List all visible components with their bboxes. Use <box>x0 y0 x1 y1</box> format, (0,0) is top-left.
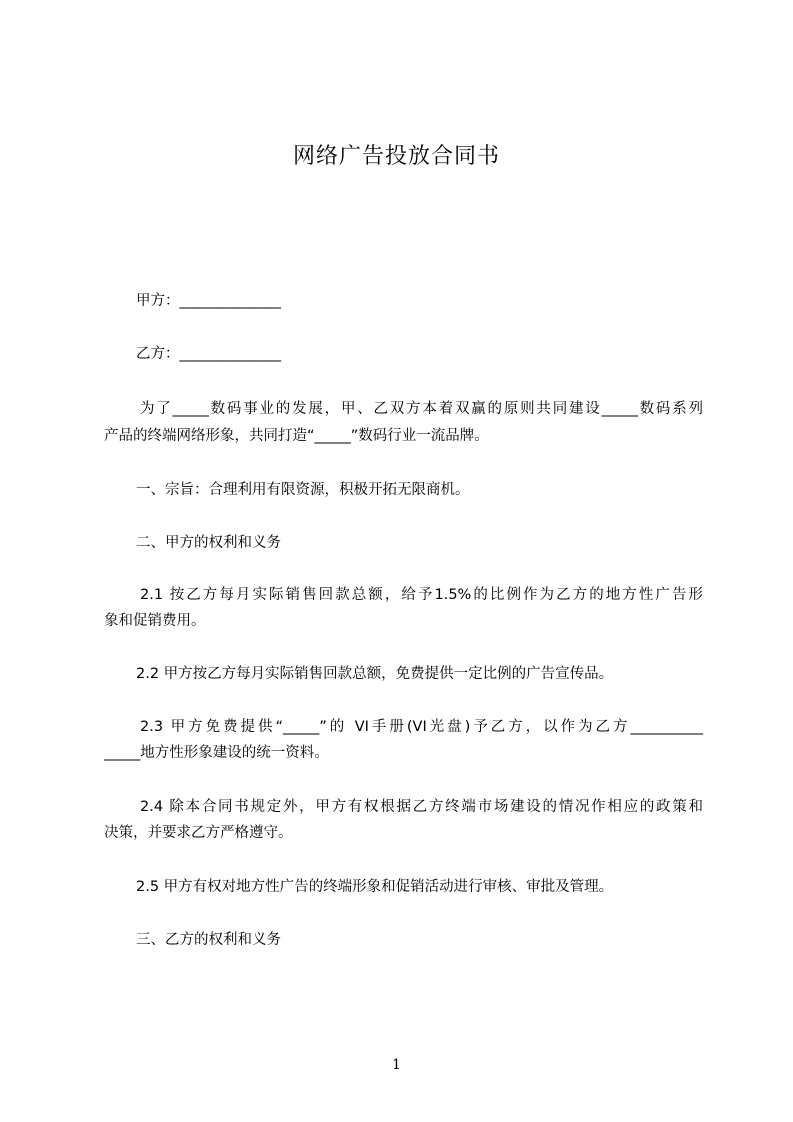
page-number: 1 <box>392 1057 401 1073</box>
clause-2-2: 2.2 甲方按乙方每月实际销售回款总额，免费提供一定比例的广告宣传品。 <box>136 666 614 682</box>
clause-2-4-line-2: 决策，并要求乙方严格遵守。 <box>104 825 293 841</box>
clause-2-1-line-1: 2.1 按乙方每月实际销售回款总额，给予1.5%的比例作为乙方的地方性广告形 <box>140 587 703 603</box>
intro-paragraph-line-2: 产品的终端网络形象，共同打造“_____”数码行业一流品牌。 <box>104 428 489 444</box>
clause-2-4-line-1: 2.4 除本合同书规定外，甲方有权根据乙方终端市场建设的情况作相应的政策和 <box>140 799 703 815</box>
intro-paragraph-line-1: 为了_____数码事业的发展，甲、乙双方本着双赢的原则共同建设_____数码系列 <box>140 401 703 417</box>
document-title: 网络广告投放合同书 <box>292 144 500 169</box>
clause-2-3-line-1: 2.3 甲方免费提供“_____”的 VI手册(VI光盘)予乙方，以作为乙方__________ <box>140 719 703 735</box>
clause-2-5: 2.5 甲方有权对地方性广告的终端形象和促销活动进行审核、审批及管理。 <box>136 879 614 895</box>
clause-2-1-line-2: 象和促销费用。 <box>104 613 206 629</box>
section-1-purpose: 一、宗旨：合理利用有限资源，积极开拓无限商机。 <box>136 482 470 498</box>
party-a-line: 甲方：______________ <box>136 293 281 309</box>
party-b-line: 乙方：______________ <box>136 346 281 362</box>
section-3-heading: 三、乙方的权利和义务 <box>136 932 281 948</box>
section-2-heading: 二、甲方的权利和义务 <box>136 535 281 551</box>
clause-2-3-line-2: _____地方性形象建设的统一资料。 <box>104 745 329 761</box>
